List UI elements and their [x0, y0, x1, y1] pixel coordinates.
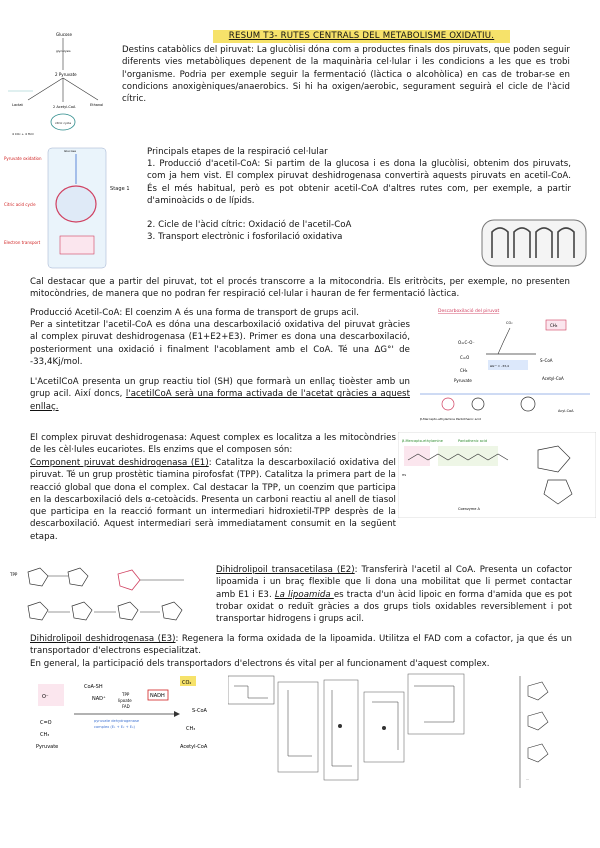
structures-figure-right — [468, 676, 572, 788]
pdh-mechanism-figure — [228, 666, 468, 786]
svg-text:S-CoA: S-CoA — [192, 708, 207, 714]
svg-text:Ethanol: Ethanol — [90, 103, 104, 107]
tpp-lipoamide-figure — [8, 562, 214, 632]
e3-paragraph — [30, 633, 572, 658]
pyruvate-bottom-label: Pyruvate — [36, 744, 59, 750]
tpp-fig-label: TPP — [10, 572, 18, 577]
e2-label: Dihidrolipoil transacetilasa (E2) — [216, 565, 355, 575]
svg-text:CO₂: CO₂ — [182, 680, 192, 686]
acetil-paragraph: Per a sintetitzar l'acetil-CoA es dóna una descarboxilació oxidativa del piruvat gràcies al complex piruvat deshidrogenasa (E1+E2+E3). Primer es dona una descarboxilació, posteriorment una oxidació i finalment l'acoblament amb el CoA. Té una ΔG°' de -33,4Kj/mol. — [30, 320, 410, 367]
respiration-stages-figure — [4, 146, 116, 270]
svg-text:2 Pyruvate: 2 Pyruvate — [55, 72, 77, 77]
svg-text:S–CoA: S–CoA — [540, 358, 553, 363]
respiration-step-2: 2. Cicle de l'àcid cítric: Oxidació de l'acetil-CoA — [147, 220, 352, 230]
tpp-bottom-label: TPP — [122, 692, 130, 697]
acyl-coa-label: Acyl-CoA — [558, 409, 574, 413]
e2-paragraph — [216, 564, 572, 625]
svg-text:CH₃: CH₃ — [550, 323, 558, 328]
page-title: RESUM T3- RUTES CENTRALS DEL METABOLISME OXIDATIU. — [213, 30, 510, 43]
svg-text:...: ... — [526, 777, 529, 781]
nadh-label: NADH — [150, 693, 165, 699]
svg-text:β-Mercapto-ethylamine Pantot: β-Mercapto-ethylamine Pantothenic acid — [420, 417, 481, 421]
svg-text:pyruvate dehydrogenase: pyruvate dehydrogenase — [94, 719, 140, 723]
e1-text: : Catalitza la descarboxilació oxidativa del piruvat. Té un grup prostètic tiamina pirofosfat (TPP). Catalitza la primera part de la reacció global que dona el complex. Cal destacar la TPP, un coenzim que participa en la descarboxilació dels α-cetoàcids. Presenta un carboni reactiu al anell de tiasol que participa en la reacció formant un intermediari hidroxietil-TPP desprès de la descarboxilació. Aquest intermediari serà immediatament consumit en la següent etapa. — [30, 458, 396, 542]
acetylcoa-reaction-figure — [418, 304, 594, 422]
acetil-paragraph-2 — [30, 376, 410, 413]
complex-paragraph: El complex piruvat deshidrogenasa: Aquest complex es localitza a les mitocòndries de les cèl·lules eucariotes. Els enzims que el composen són: — [30, 433, 396, 456]
acetil-heading: Producció Acetil-CoA: El coenzim A és una forma de transport de grups acil. — [30, 308, 359, 318]
svg-text:O⁻: O⁻ — [42, 694, 49, 700]
nad-label: NAD⁺ — [92, 696, 106, 702]
svg-text:C=O: C=O — [460, 355, 470, 360]
pyruvate-fig-label: Pyruvate — [454, 378, 472, 383]
bmercapto-label: β-Mercapto-ethylamine — [402, 439, 443, 443]
svg-text:Glucose: Glucose — [56, 32, 72, 37]
coenzyme-a-figure — [398, 432, 596, 518]
acetil-figure-title: Descarboxilació del piruvat — [438, 309, 500, 314]
general-paragraph: En general, la participació dels transportadors d'electrons és vital per al funcionament d'aquest complex. — [30, 659, 490, 669]
coenzyme-a-label: Coenzyme A — [458, 507, 480, 511]
electron-transport-label: Electron transport — [4, 240, 41, 245]
acetil-paragraph-2a: L'AcetilCoA presenta un grup reactiu tiol (SH) que formarà un enllaç tioèster amb un grup acil. Així doncs, — [30, 377, 410, 400]
respiration-heading: Principals etapes de la respiració cel·lular — [147, 147, 328, 157]
respiration-step-3: 3. Transport electrònic i fosforilació oxidativa — [147, 232, 343, 242]
svg-text:ΔG°' = -33,4: ΔG°' = -33,4 — [490, 364, 509, 368]
svg-text:C=O: C=O — [40, 720, 52, 726]
e1-label: Component piruvat deshidrogenasa (E1) — [30, 458, 209, 468]
co2-label: CO₂ — [506, 321, 513, 325]
e2-text-b: es tracta d'un àcid lipoic en forma d'amida que es pot trobar oxidat o reduït gràcies a dos grups tiols oxidables reversiblement i pot transportar hidrogens i grups acil. — [216, 589, 572, 625]
e3-label: Dihidrolipoil deshidrogenasa (E3) — [30, 634, 176, 644]
svg-text:citric cycle: citric cycle — [55, 121, 72, 125]
fad-label: FAD — [122, 704, 130, 709]
pyruvate-oxidation-label: Pyruvate oxidation — [4, 156, 42, 161]
svg-text:2 Acetyl-CoA: 2 Acetyl-CoA — [53, 105, 76, 109]
coa-sh-label: CoA-SH — [84, 684, 103, 690]
mitochondria-figure — [480, 218, 588, 268]
acetil-activated-note: l'acetilCoA serà una forma activada de l'acetat gràcies a aquest enllaç. — [30, 389, 410, 412]
pdh-reaction-figure — [34, 676, 224, 756]
acetylcoa-bottom-label: Acetyl-CoA — [180, 744, 208, 750]
svg-text:O=C–O⁻: O=C–O⁻ — [458, 340, 475, 345]
svg-text:complex (E₁ + E₂ + E₃): complex (E₁ + E₂ + E₃) — [94, 725, 135, 729]
svg-text:Glucose: Glucose — [64, 149, 76, 153]
respiration-step-1: 1. Producció d'acetil-CoA: Si partim de la glucosa i es dona la glucòlisi, obtenim dos piruvats, com ja hem vist. El complex piruvat deshidrogenasa convertirà aquests piruvats en acetil-CoA. És el més habitual, però es pot obtenir acetil-CoA d'altres rutes com, per exemple, a partir d'aminoàcids o de lípids. — [147, 159, 571, 206]
pantothenic-label: Pantothenic acid — [458, 439, 488, 443]
e2-text-a: : Transferirà l'acetil al CoA. Presenta un cofactor lipoamida i un braç flexible que li dona una mobilitat que li permet contactar amb E1 i E3. — [216, 565, 572, 600]
lactate-label: Lactat — [12, 103, 23, 107]
citric-acid-cycle-label: Citric acid cycle — [4, 202, 36, 207]
e1-paragraph — [30, 457, 396, 543]
svg-text:CH₃: CH₃ — [40, 732, 50, 738]
intro-paragraph: Destins catabòlics del piruvat: La glucòlisi dóna com a productes finals dos piruvats, que poden seguir diferents vies metabòliques depenent de la maquinària cel·lular i les condicions a les que es trobi l'organisme. Podria per exemple seguir la fermentació (làctica o alcohòlica) en cas de trobar-se en condicions anoxigèniques/anaerobics. Si hi ha oxigen/aerobic, segurament seguirà el cicle de l'àcid cítric. — [122, 45, 570, 105]
acetylcoa-fig-label: Acetyl-CoA — [542, 376, 564, 381]
pyruvate-fates-figure — [8, 30, 116, 138]
lipoate-label: lipoate — [118, 698, 132, 703]
svg-text:glycolysis: glycolysis — [56, 49, 71, 53]
mitochondria-paragraph: Cal destacar que a partir del piruvat, tot el procés transcorre a la mitocondria. Els eritròcits, per exemple, no presenten mitocòndries, de manera que no podran fer respiració cel·lular i hauran de fer fermentació làctica. — [30, 277, 570, 300]
resp-side-label: Stage 1 — [110, 186, 130, 192]
e3-text: : Regenera la forma oxidada de la lipoamida. Utilitza el FAD com a cofactor, ja que és un transportador d'electrons especialitzat. — [30, 634, 572, 657]
svg-text:HS: HS — [402, 473, 407, 477]
svg-text:CH₃: CH₃ — [460, 368, 468, 373]
svg-text:4 CO₂ + 4 H₂O: 4 CO₂ + 4 H₂O — [12, 132, 34, 136]
svg-text:CH₃: CH₃ — [186, 726, 196, 732]
e2-lipoamide: La lipoamida — [274, 589, 334, 600]
